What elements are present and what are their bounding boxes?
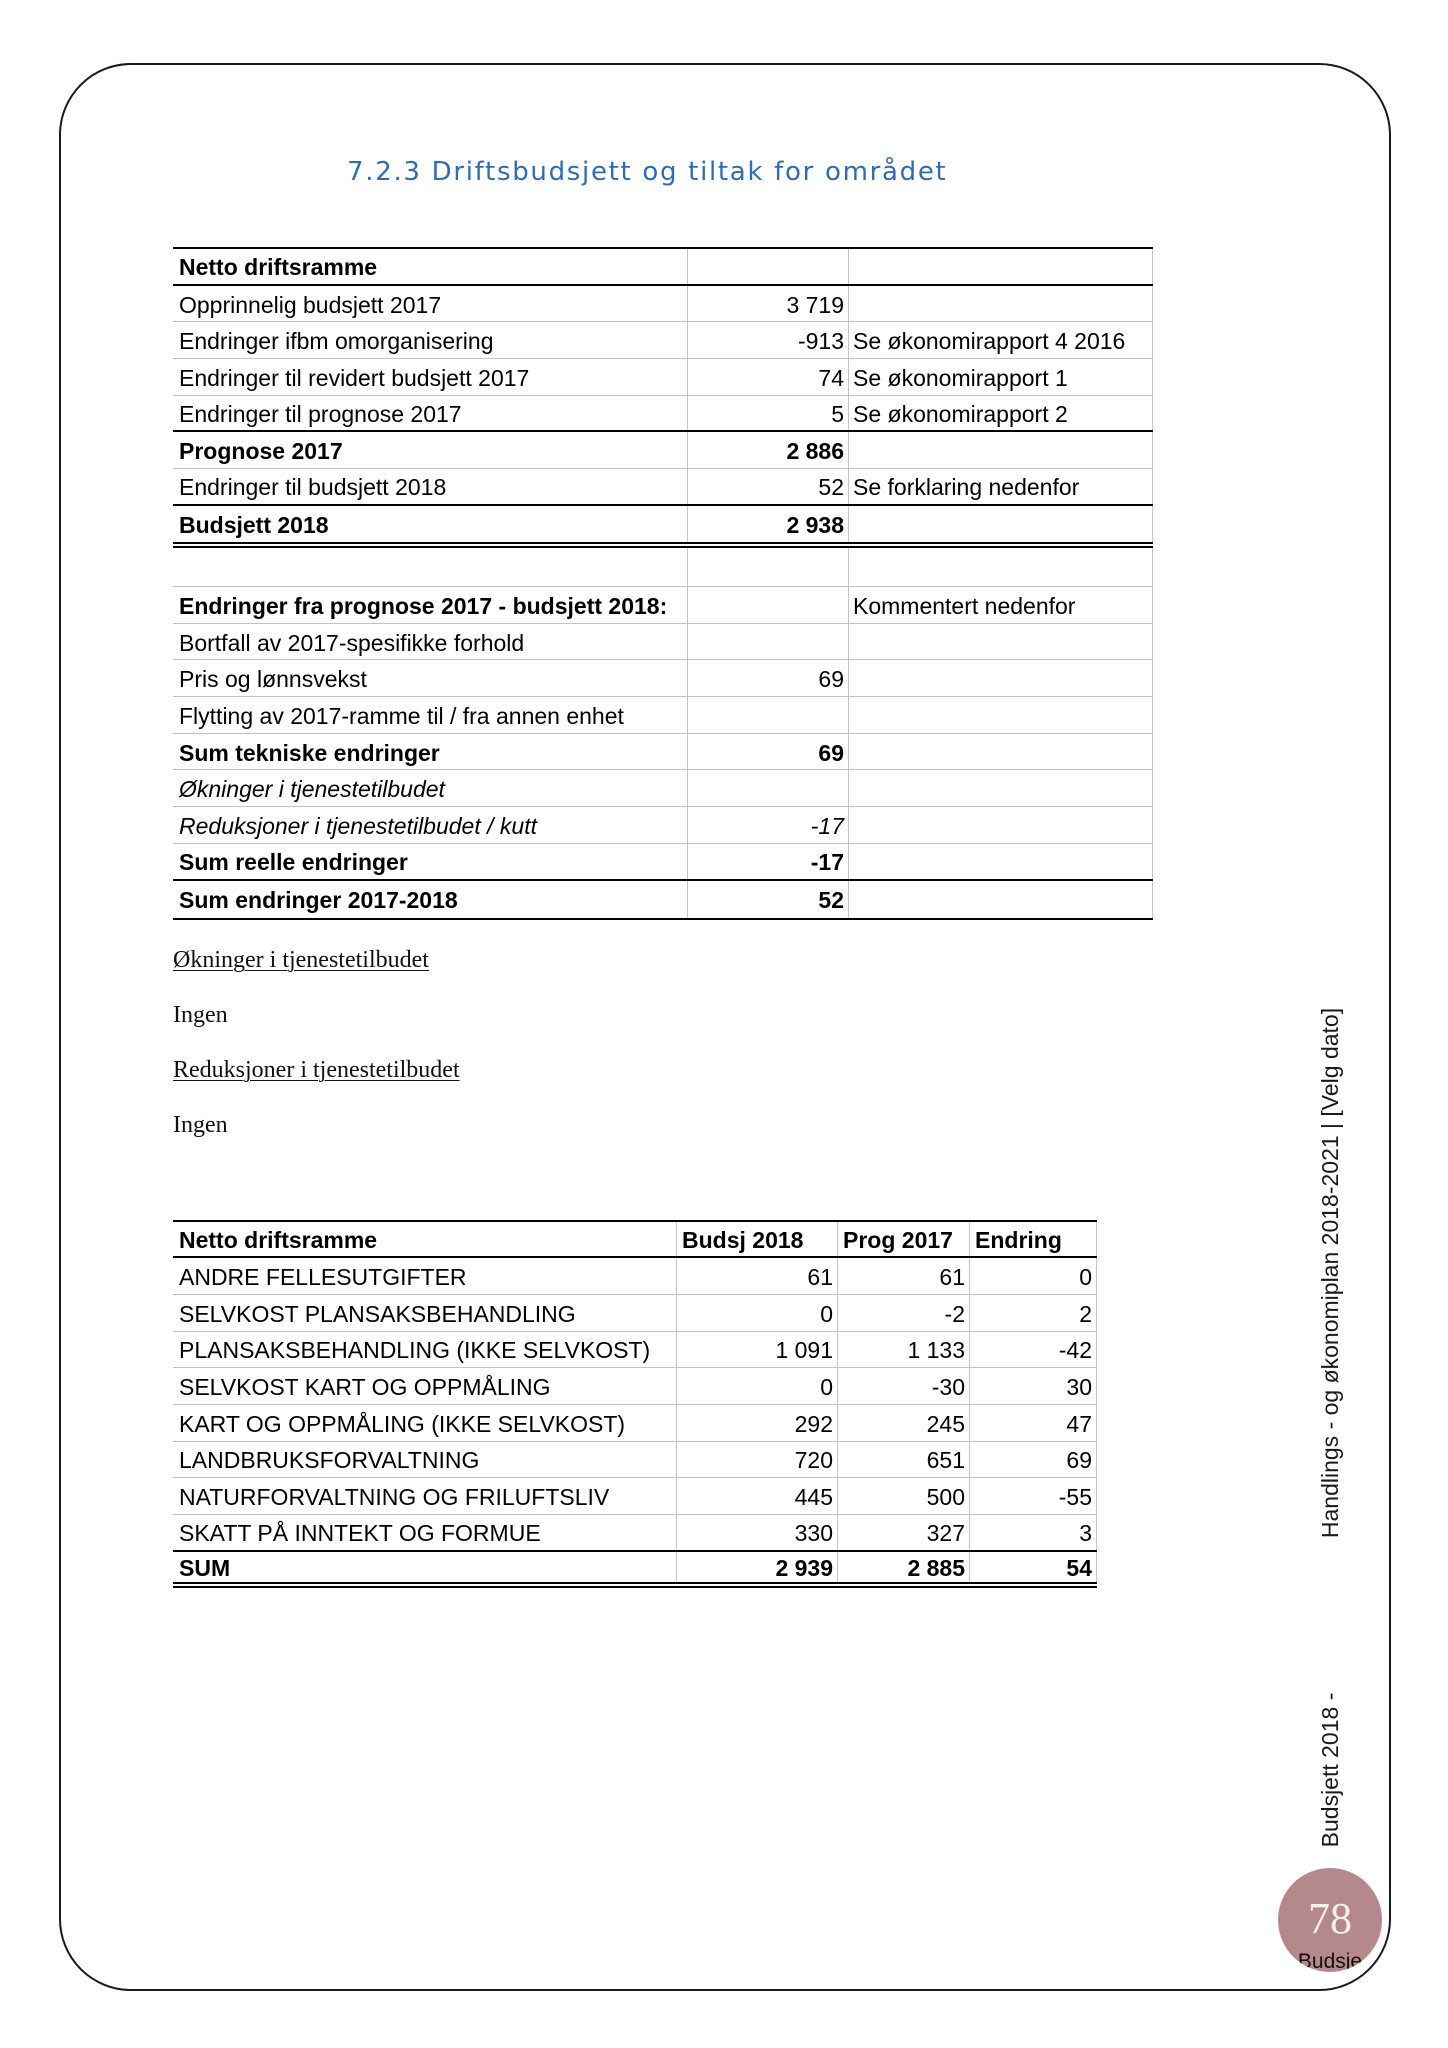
row-label: Endringer ifbm omorganisering [173,322,688,358]
row-label: Sum tekniske endringer [173,734,688,770]
table-row [173,1478,1097,1515]
page-tab-label: Budsje [1297,1950,1363,1972]
total-row [173,1552,1097,1589]
row-value: 52 [688,881,849,918]
row-label: Endringer til budsjett 2018 [173,469,688,504]
row-value: 2 885 [838,1552,970,1583]
row-label: SELVKOST PLANSAKSBEHANDLING [173,1295,677,1331]
row-value: 52 [688,469,849,504]
row-label: Bortfall av 2017-spesifikke forhold [173,624,688,660]
row-value: 69 [688,660,849,696]
row-value: 2 939 [677,1552,838,1583]
page-number: 78 [1308,1894,1352,1943]
empty-cell [849,881,1153,918]
table-row [173,1332,1097,1369]
row-value: 330 [677,1515,838,1550]
row-value: 651 [838,1442,970,1478]
row-label: ANDRE FELLESUTGIFTER [173,1258,677,1294]
row-value: 2 886 [688,432,849,468]
row-label: Endringer til revidert budsjett 2017 [173,359,688,395]
page-number-badge [1278,1868,1382,1972]
subtotal-row [173,734,1153,771]
table-row [173,1258,1097,1295]
row-value: 0 [677,1368,838,1404]
row-label: Budsjett 2018 [173,506,688,542]
column-header: Netto driftsramme [173,1222,677,1257]
total-row [173,881,1153,920]
subtotal-row [173,844,1153,881]
row-label: Prognose 2017 [173,432,688,468]
total-row [173,506,1153,548]
row-value: -42 [970,1332,1097,1368]
row-value: 1 133 [838,1332,970,1368]
row-note [849,506,1153,542]
running-document-subtitle: Budsjett 2018 - [1317,1692,1343,1848]
table-row [173,396,1153,433]
row-label: SELVKOST KART OG OPPMÅLING [173,1368,677,1404]
column-header: Budsj 2018 [677,1222,838,1257]
row-value: 245 [838,1405,970,1441]
row-note [849,286,1153,322]
row-value: 327 [838,1515,970,1550]
row-value: 47 [970,1405,1097,1441]
empty-cell [849,697,1153,733]
table-row [173,807,1153,844]
row-value: 69 [970,1442,1097,1478]
row-value: -913 [688,322,849,358]
comment-text-increases: Ingen [173,1002,228,1028]
empty-cell [849,548,1153,586]
table-row [173,1405,1097,1442]
table-header-row [173,249,1153,286]
table-row [173,322,1153,359]
table-title: Netto driftsramme [173,249,688,284]
table-row [173,1368,1097,1405]
comment-heading-reductions: Reduksjoner i tjenestetilbudet [173,1057,460,1083]
row-value: -55 [970,1478,1097,1514]
table-row [173,469,1153,506]
row-value: 61 [677,1258,838,1294]
row-value: 61 [838,1258,970,1294]
row-value: 1 091 [677,1332,838,1368]
empty-cell [849,844,1153,879]
row-label: Flytting av 2017-ramme til / fra annen enhet [173,697,688,733]
row-label: Pris og lønnsvekst [173,660,688,696]
row-value: 0 [970,1258,1097,1294]
column-header: Prog 2017 [838,1222,970,1257]
column-header: Endring [970,1222,1097,1257]
empty-cell [849,734,1153,770]
table-row [173,1295,1097,1332]
row-value: -17 [688,844,849,879]
empty-cell [849,249,1153,284]
row-value: 5 [688,396,849,431]
empty-cell [849,770,1153,806]
empty-cell [173,548,688,586]
row-value: -30 [838,1368,970,1404]
netto-driftsramme-table [173,247,1153,920]
row-value: 54 [970,1552,1097,1583]
empty-cell [849,624,1153,660]
table-row [173,359,1153,396]
row-value [688,624,849,660]
row-value: 3 719 [688,286,849,322]
row-value [688,697,849,733]
changes-header-row [173,587,1153,624]
row-note: Se økonomirapport 2 [849,396,1153,431]
row-value: 3 [970,1515,1097,1550]
row-value: -2 [838,1295,970,1331]
row-note: Se forklaring nedenfor [849,469,1153,504]
row-label: Økninger i tjenestetilbudet [173,770,688,806]
row-value: 69 [688,734,849,770]
row-note: Se økonomirapport 1 [849,359,1153,395]
table-header-row [173,1222,1097,1259]
subtotal-row [173,432,1153,469]
row-note: Se økonomirapport 4 2016 [849,322,1153,358]
row-value: 2 938 [688,506,849,542]
area-budget-table [173,1220,1097,1589]
row-value: 2 [970,1295,1097,1331]
empty-cell [849,807,1153,843]
row-label: PLANSAKSBEHANDLING (IKKE SELVKOST) [173,1332,677,1368]
row-label: Reduksjoner i tjenestetilbudet / kutt [173,807,688,843]
table-row [173,1515,1097,1552]
table-row [173,770,1153,807]
table-row [173,624,1153,661]
row-value: 500 [838,1478,970,1514]
changes-note: Kommentert nedenfor [849,587,1153,623]
row-label: KART OG OPPMÅLING (IKKE SELVKOST) [173,1405,677,1441]
comment-text-reductions: Ingen [173,1112,228,1138]
section-title: 7.2.3 Driftsbudsjett og tiltak for området [347,157,948,187]
table-row [173,1442,1097,1479]
row-label: LANDBRUKSFORVALTNING [173,1442,677,1478]
row-value: -17 [688,807,849,843]
row-label: Opprinnelig budsjett 2017 [173,286,688,322]
row-value: 30 [970,1368,1097,1404]
row-label: Sum reelle endringer [173,844,688,879]
row-label: SKATT PÅ INNTEKT OG FORMUE [173,1515,677,1550]
table-row [173,697,1153,734]
row-label: Endringer til prognose 2017 [173,396,688,431]
row-value [688,770,849,806]
table-row [173,286,1153,323]
row-value: 0 [677,1295,838,1331]
empty-cell [688,548,849,586]
row-value: 445 [677,1478,838,1514]
running-document-title: Handlings - og økonomiplan 2018-2021 | [Velg dato] [1317,1007,1343,1539]
row-value: 720 [677,1442,838,1478]
blank-row [173,548,1153,587]
changes-title: Endringer fra prognose 2017 - budsjett 2018: [173,587,688,623]
empty-cell [688,249,849,284]
row-value: 292 [677,1405,838,1441]
row-label: NATURFORVALTNING OG FRILUFTSLIV [173,1478,677,1514]
row-note [849,432,1153,468]
comment-heading-increases: Økninger i tjenestetilbudet [173,947,429,973]
table-row [173,660,1153,697]
empty-cell [688,587,849,623]
row-label: SUM [173,1552,677,1583]
row-label: Sum endringer 2017-2018 [173,881,688,918]
empty-cell [849,660,1153,696]
row-value: 74 [688,359,849,395]
